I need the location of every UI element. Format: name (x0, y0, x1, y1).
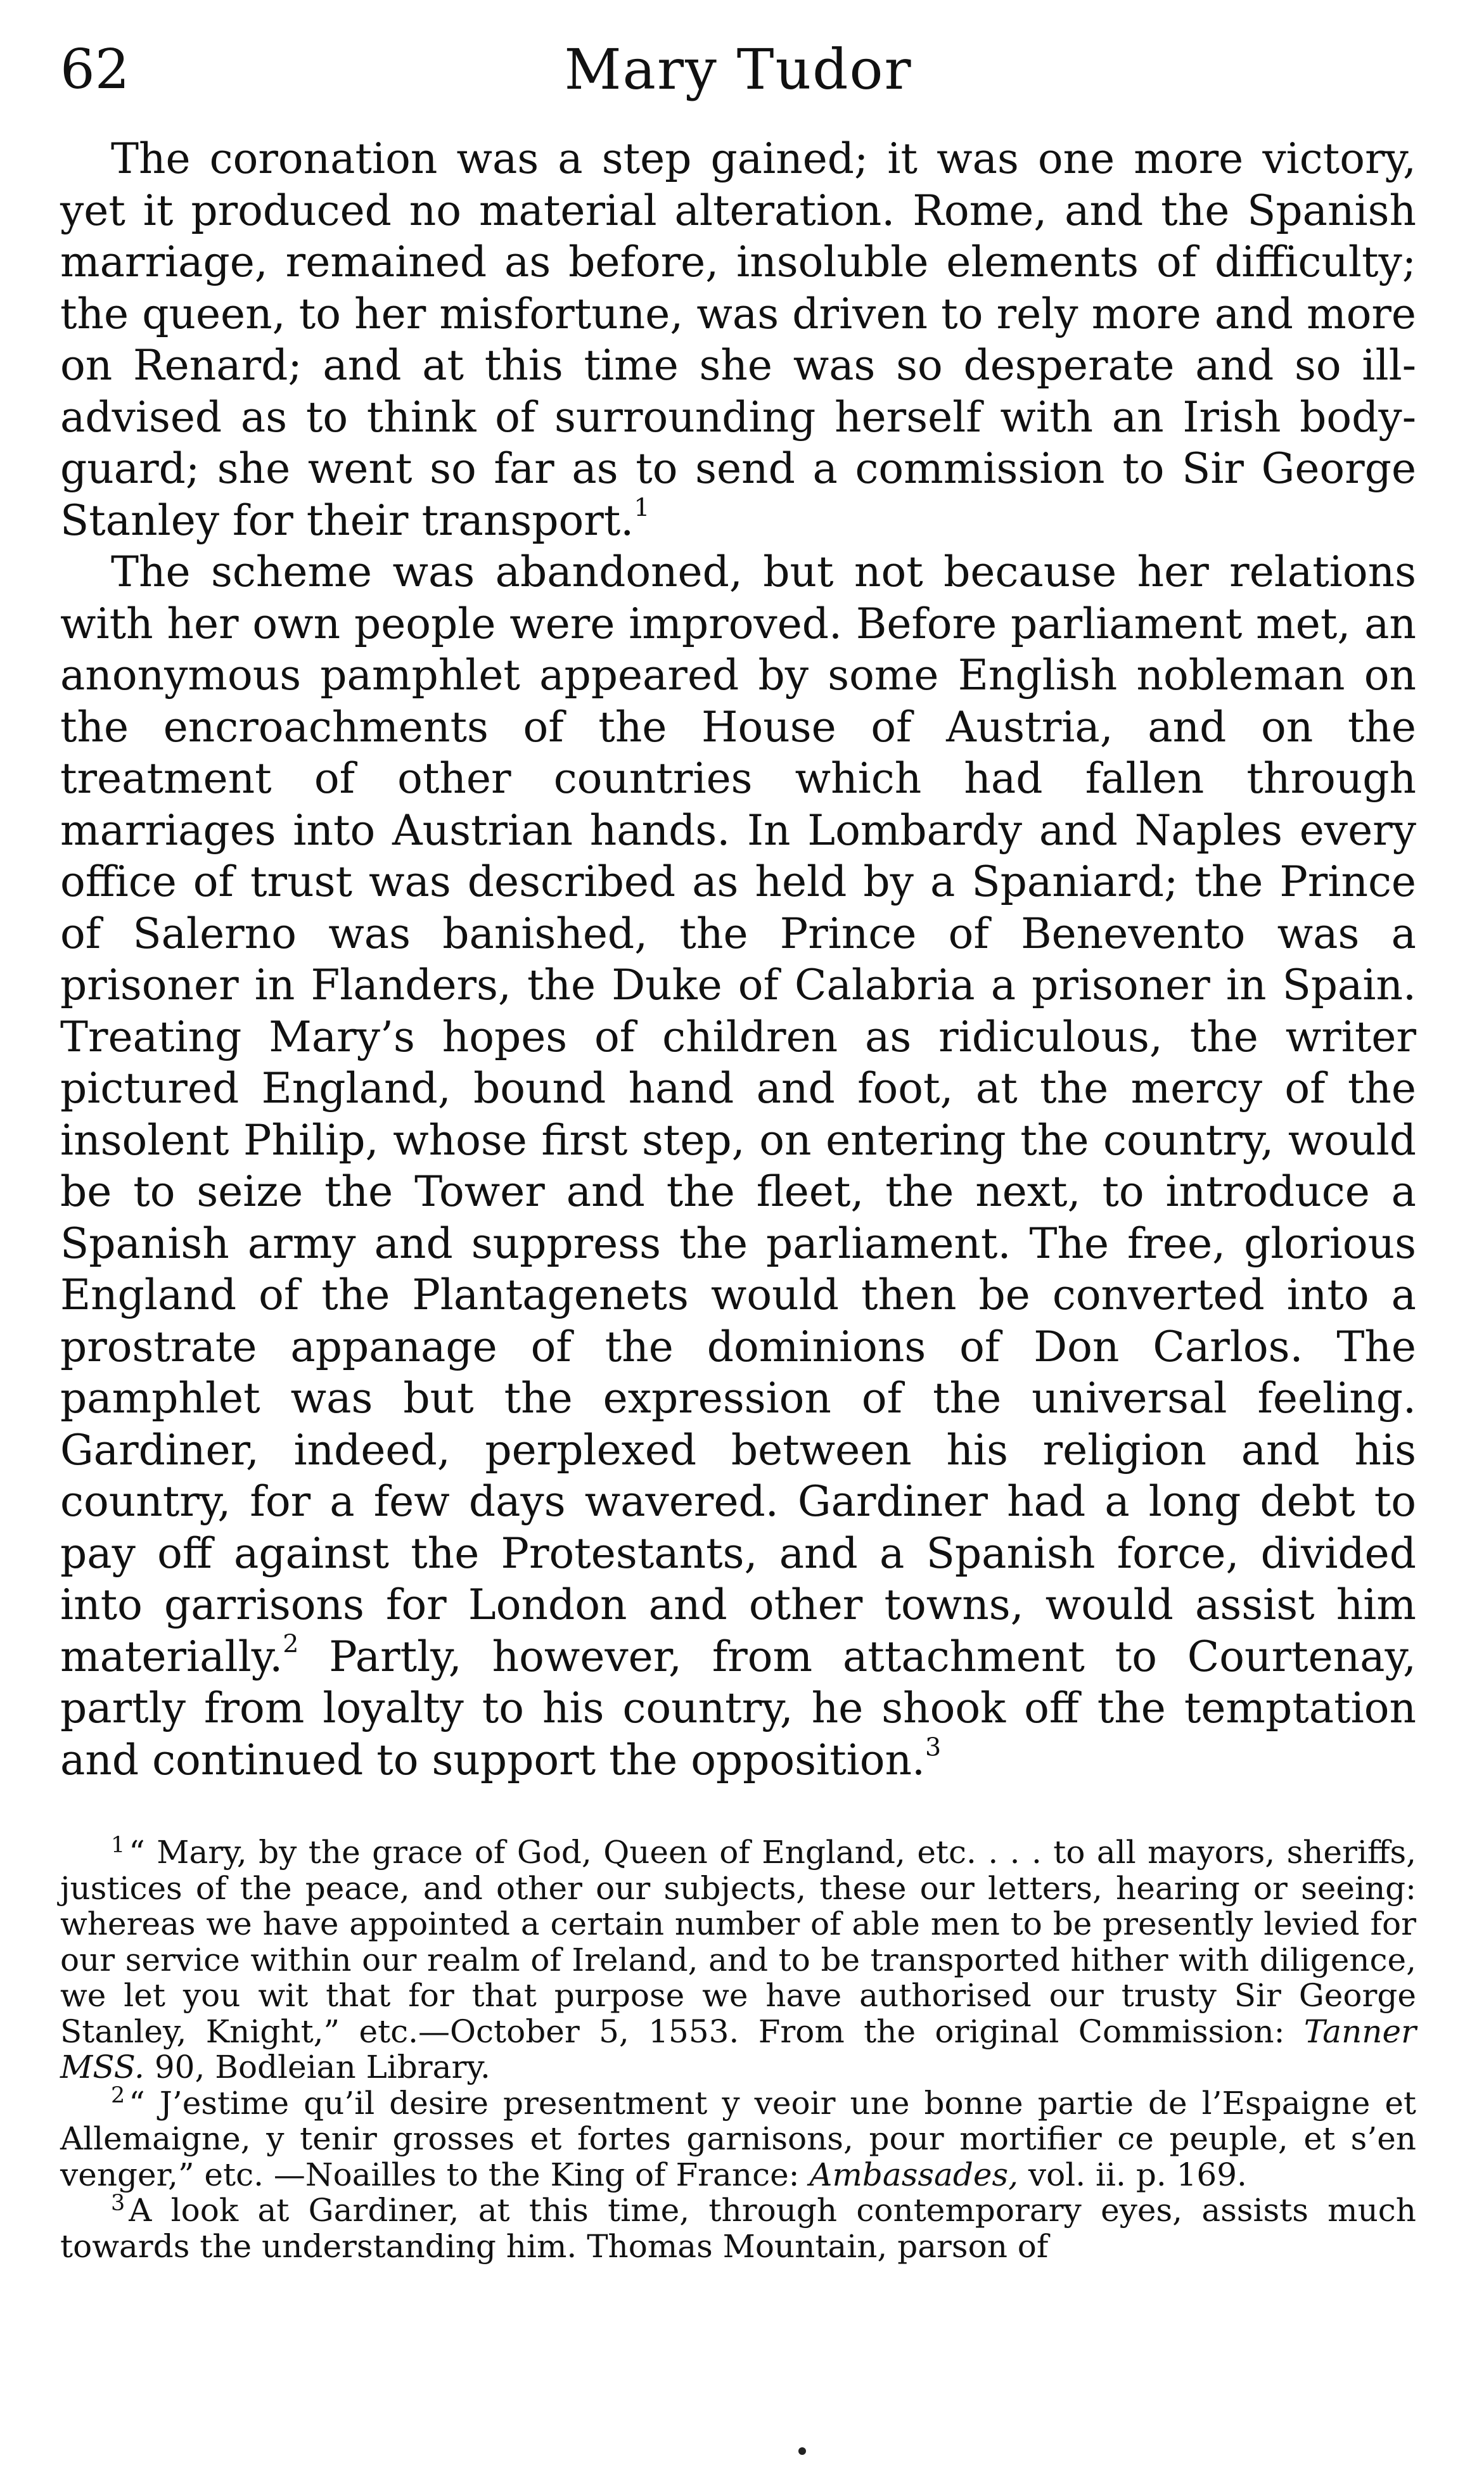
footnote-text: A look at Gardiner, at this time, through contemporary eyes, assists much towards the understanding him. Thomas Mountain, parson of (60, 2192, 1416, 2265)
paragraph-text: The coronation was a step gained; it was one more victory, yet it produced no material alteration. Rome, and the Spanish marriage, remained as before, insoluble elements of difficulty; the queen, to her misfortune, was driven to rely more and more on Renard; and at this time she was so desperate and so ill-advised as to think of surrounding herself with an Irish body-guard; she went so far as to send a commission to Sir George Stanley for their transport. (60, 134, 1416, 545)
paragraph-text-continued: Partly, however, from attachment to Courtenay, partly from loyalty to his country, he shook off the temptation and continued to support the opposition. (60, 1632, 1416, 1784)
footnote-italic: Tanner MSS. (60, 2013, 1416, 2085)
footnote-mark: 1 (111, 1832, 125, 1858)
print-dot (798, 2447, 806, 2455)
footnote-ref-1[interactable]: 1 (634, 492, 650, 522)
footnote-text-end: 90, Bodleian Library. (144, 2049, 490, 2085)
footnote-1 (60, 1832, 1416, 2085)
footnote-text: “ Mary, by the grace of God, Queen of England, etc. . . . to all mayors, sheriffs, justices of the peace, and other our subjects, these our letters, hearing or seeing: whereas we have appointed a certain number of able men to be presently levied for our service within our realm of Ireland, and to be transported hither with diligence, we let you wit that for that purpose we have authorised our trusty Sir George Stanley, Knight,” etc.—October 5, 1553. From the original Commission: (60, 1834, 1416, 2050)
footnote-text-end: vol. ii. p. 169. (1018, 2156, 1247, 2193)
page-header (60, 35, 1416, 105)
footnote-3 (60, 2190, 1416, 2265)
footnote-italic: Ambassades, (809, 2156, 1019, 2193)
paragraph-pamphlet (60, 546, 1416, 1786)
footnote-2 (60, 2085, 1416, 2193)
footnote-text: “ J’estime qu’il desire presentment y veoir une bonne partie de l’Espaigne et Allemaigne, y tenir grosses et fortes garnisons, pour mortifier ce peuple, et s’en venger,” etc. —Noailles to the King of France: (60, 2084, 1416, 2193)
paragraph-text: The scheme was abandoned, but not because her relations with her own people were improved. Before parliament met, an anonymous pamphlet appeared by some English nobleman on the encroachments of the House of Austria, and on the treatment of other countries which had fallen through marriages into Austrian hands. In Lombardy and Naples every office of trust was described as held by a Spaniard; the Prince of Salerno was banished, the Prince of Benevento was a prisoner in Flanders, the Duke of Calabria a prisoner in Spain. Treating Mary’s hopes of children as ridiculous, the writer pictured England, bound hand and foot, at the mercy of the insolent Philip, whose first step, on entering the country, would be to seize the Tower and the fleet, the next, to introduce a Spanish army and suppress the parliament. The free, glorious England of the Plantagenets would then be converted into a prostrate appanage of the dominions of Don Carlos. The pamphlet was but the expression of the universal feeling. Gardiner, indeed, perplexed between his religion and his country, for a few days wavered. Gardiner had a long debt to pay off against the Protestants, and a Spanish force, divided into garrisons for London and other towns, would assist him materially. (60, 548, 1416, 1681)
page-number: 62 (60, 38, 130, 101)
footnote-mark: 2 (111, 2083, 125, 2108)
paragraph-coronation (60, 133, 1416, 546)
body-text (60, 133, 1416, 1786)
footnotes (60, 1832, 1416, 2265)
footnote-ref-3[interactable]: 3 (925, 1732, 942, 1762)
footnote-mark: 3 (111, 2190, 125, 2216)
running-title: Mary Tudor (564, 37, 912, 102)
footnote-ref-2[interactable]: 2 (283, 1629, 299, 1658)
